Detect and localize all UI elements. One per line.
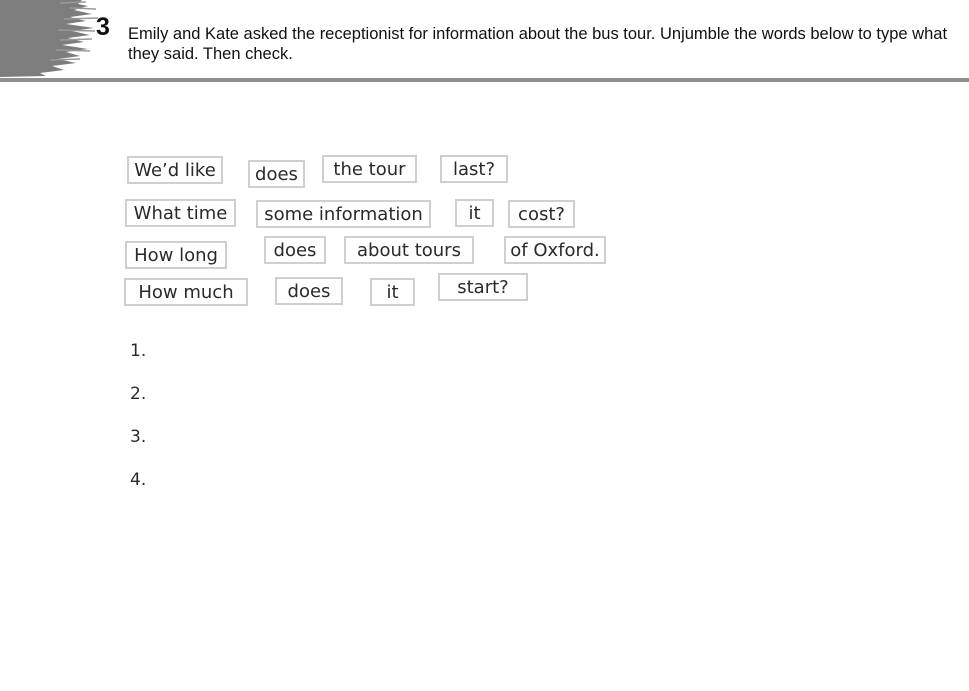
- word-tile[interactable]: What time: [125, 199, 236, 227]
- header-divider: [0, 78, 969, 82]
- answer-input-2[interactable]: [156, 381, 810, 407]
- answer-number: 2.: [130, 384, 147, 404]
- word-tile[interactable]: the tour: [322, 155, 417, 183]
- word-tile[interactable]: it: [370, 278, 415, 306]
- answer-input-1[interactable]: [156, 338, 810, 364]
- word-tile[interactable]: How much: [124, 278, 248, 306]
- word-tile[interactable]: cost?: [508, 200, 575, 228]
- answer-number: 3.: [130, 427, 147, 447]
- word-tile[interactable]: it: [455, 199, 494, 227]
- exercise-number: 3: [96, 13, 110, 41]
- answer-number: 1.: [130, 341, 147, 361]
- answer-number: 4.: [130, 470, 147, 490]
- word-tile[interactable]: does: [248, 160, 305, 188]
- word-tile[interactable]: of Oxford.: [504, 236, 606, 264]
- word-tile[interactable]: We’d like: [127, 156, 223, 184]
- word-tile[interactable]: does: [264, 236, 326, 264]
- exercise-header: [0, 0, 969, 80]
- answer-line: [130, 338, 830, 364]
- brush-stroke-decoration: [0, 0, 100, 78]
- word-tile[interactable]: does: [275, 277, 343, 305]
- answer-input-3[interactable]: [156, 424, 810, 450]
- word-tile[interactable]: last?: [440, 155, 508, 183]
- word-tile[interactable]: How long: [125, 241, 227, 269]
- answer-line: [130, 381, 830, 407]
- exercise-instruction: Emily and Kate asked the receptionist for information about the bus tour. Unjumble the words below to type what they said. Then check.: [128, 25, 948, 63]
- word-tile[interactable]: start?: [438, 273, 528, 301]
- answer-line: [130, 467, 830, 493]
- word-tile[interactable]: some information: [256, 200, 431, 228]
- word-tile[interactable]: about tours: [344, 236, 474, 264]
- answer-line: [130, 424, 830, 450]
- answer-input-4[interactable]: [156, 467, 810, 493]
